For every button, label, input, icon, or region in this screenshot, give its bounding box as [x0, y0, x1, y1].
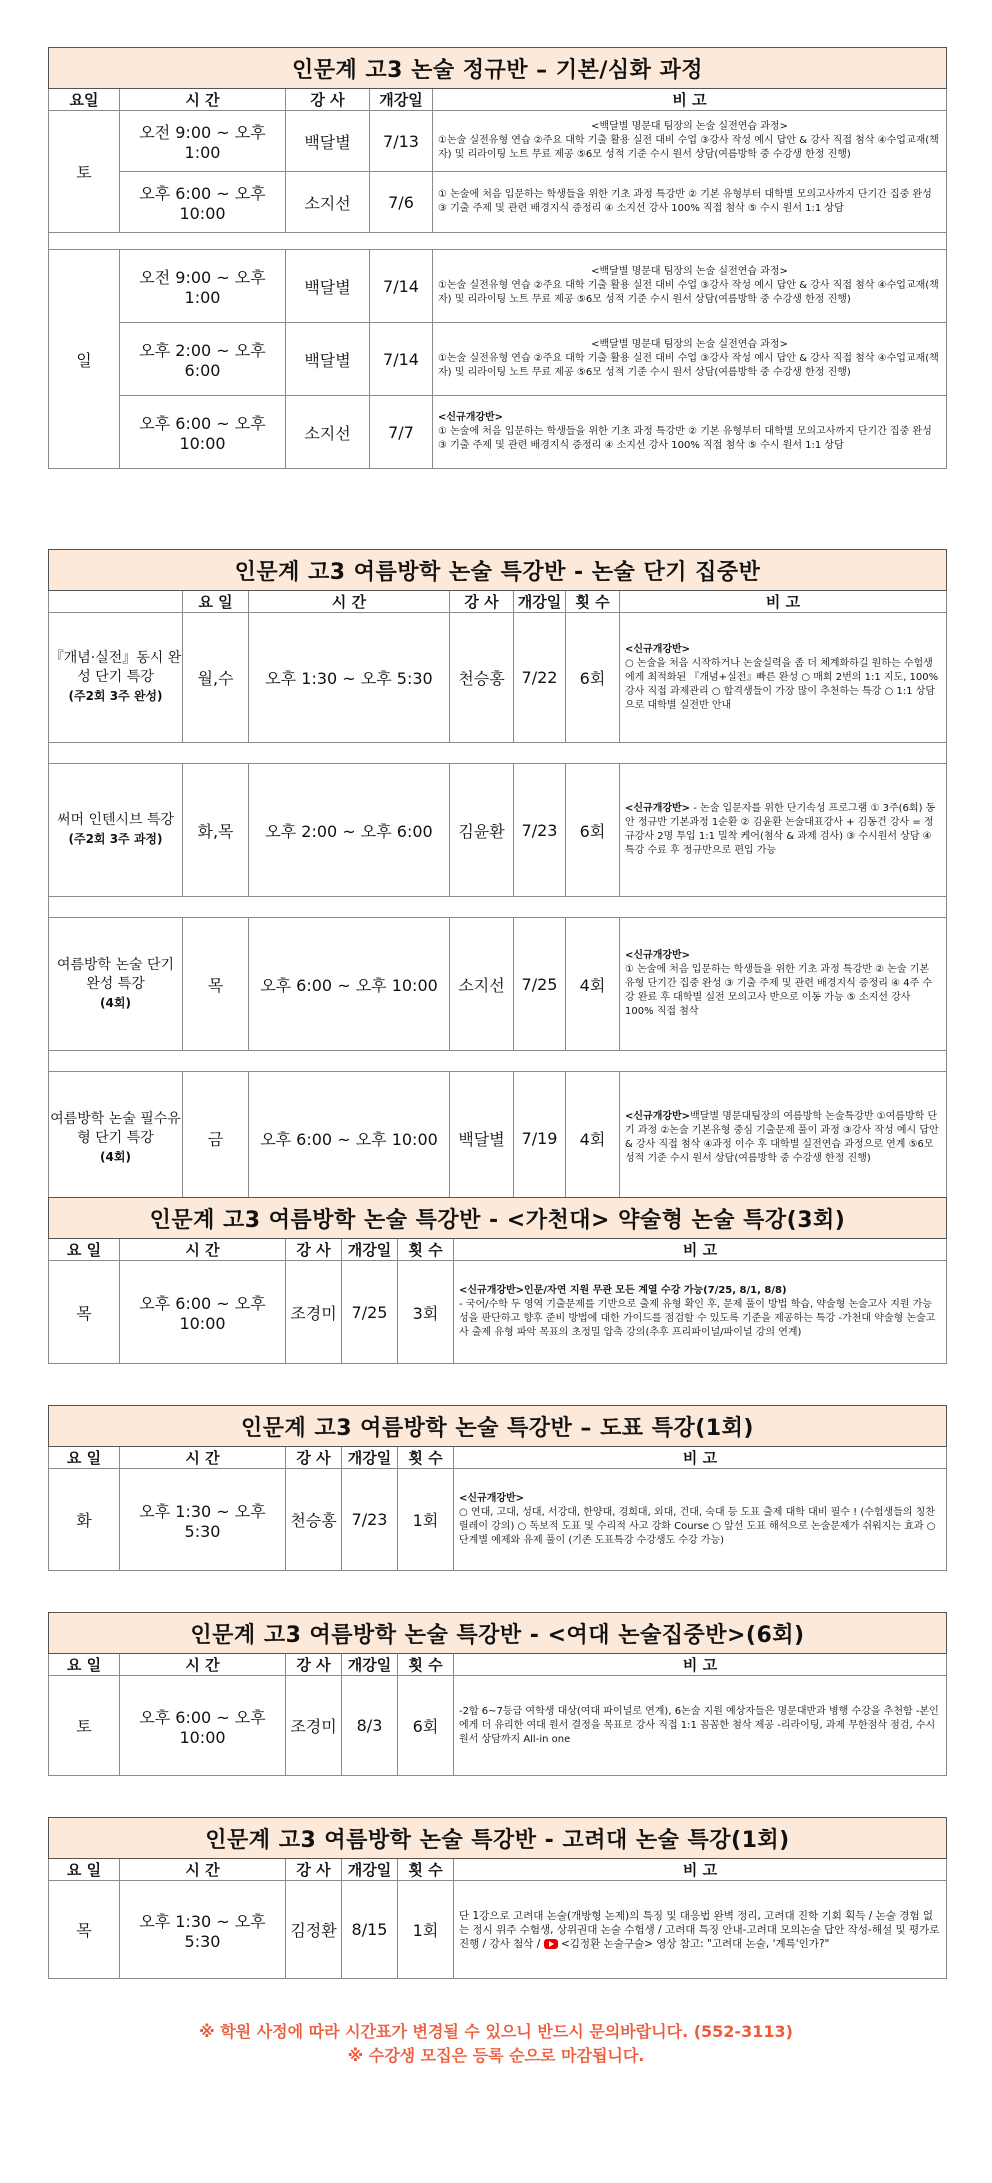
- header-remarks: 비 고: [454, 1859, 947, 1881]
- table-row: [49, 613, 947, 743]
- womens-univ-section: [48, 1612, 947, 1776]
- course-name-cell: [49, 1072, 183, 1205]
- header-count: 횟 수: [398, 1654, 454, 1676]
- course-name: 『개념·실전』동시 완성 단기 특강: [49, 650, 182, 685]
- korea-univ-table: [48, 1817, 947, 1979]
- header-count: 횟 수: [398, 1859, 454, 1881]
- header-time: 시 간: [120, 89, 286, 111]
- teacher-cell: 소지선: [286, 396, 370, 469]
- table-row: [49, 172, 947, 233]
- header-time: 시 간: [120, 1447, 286, 1469]
- womens-univ-table: [48, 1612, 947, 1776]
- start-date-cell: 8/3: [342, 1676, 398, 1776]
- regular-class-section: [48, 47, 947, 469]
- chart-special-section: [48, 1405, 947, 1571]
- remarks-lead: <신규개강반>: [625, 950, 691, 961]
- start-date-cell: 7/14: [370, 250, 433, 323]
- header-remarks: 비 고: [454, 1447, 947, 1469]
- remarks-cell: [620, 1072, 947, 1205]
- teacher-cell: 백달별: [286, 111, 370, 172]
- day-cell: 일: [49, 250, 120, 469]
- start-date-cell: 7/19: [514, 1072, 566, 1205]
- gachon-section: [48, 1197, 947, 1364]
- remarks-subtitle: <백달별 명문대 팀장의 논술 실전연습 과정>: [591, 266, 788, 277]
- time-cell: 오후 1:30 ~ 오후 5:30: [249, 613, 450, 743]
- course-subname: (주2회 3주 과정): [68, 832, 163, 846]
- remarks-cell: [454, 1676, 947, 1776]
- course-name: 여름방학 논술 필수유형 단기 특강: [50, 1110, 181, 1146]
- short-intensive-table: [48, 549, 947, 1205]
- teacher-cell: 김윤환: [450, 764, 514, 897]
- remarks-lead: <신규개강반>: [625, 803, 691, 814]
- header-teacher: 강 사: [286, 1239, 342, 1261]
- section-title: 인문계 고3 여름방학 논술 특강반 - 고려대 논술 특강(1회): [49, 1818, 947, 1859]
- header-remarks: 비 고: [454, 1654, 947, 1676]
- table-row: [49, 1072, 947, 1205]
- count-cell: 3회: [398, 1261, 454, 1364]
- header-remarks: 비 고: [454, 1239, 947, 1261]
- start-date-cell: 7/25: [514, 918, 566, 1051]
- header-start: 개강일: [514, 591, 566, 613]
- time-cell: 오후 6:00 ~ 오후 10:00: [120, 1261, 286, 1364]
- remarks-cell: [433, 172, 947, 233]
- header-start: 개강일: [342, 1239, 398, 1261]
- start-date-cell: 7/13: [370, 111, 433, 172]
- start-date-cell: 7/22: [514, 613, 566, 743]
- header-day: 요 일: [183, 591, 249, 613]
- header-teacher: 강 사: [286, 89, 370, 111]
- count-cell: 1회: [398, 1881, 454, 1979]
- count-cell: 6회: [398, 1676, 454, 1776]
- count-cell: 6회: [566, 613, 620, 743]
- remarks-text: ① 논술에 처음 입문하는 학생들을 위한 기초 과정 특강반 ② 기본 유형부터 대학별 모의고사까지 단기간 집중 완성 ③ 기출 주제 및 관련 배경지식 증정리 ④ 소지선 강사 100% 직접 첨삭 ⑤ 수시 원서 1:1 상담: [438, 189, 932, 214]
- youtube-icon: [544, 1939, 558, 1949]
- remarks-cell: [454, 1261, 947, 1364]
- count-cell: 6회: [566, 764, 620, 897]
- table-row: [49, 764, 947, 897]
- start-date-cell: 7/25: [342, 1261, 398, 1364]
- footer-notice: [0, 2020, 992, 2068]
- header-time: 시 간: [120, 1654, 286, 1676]
- remarks-lead: <신규개강반>: [459, 1492, 525, 1504]
- start-date-cell: 7/23: [342, 1469, 398, 1571]
- time-cell: 오후 1:30 ~ 오후 5:30: [120, 1881, 286, 1979]
- start-date-cell: 7/6: [370, 172, 433, 233]
- day-cell: 목: [49, 1261, 120, 1364]
- remarks-text: -2합 6~7등급 여학생 대상(여대 파이널로 연계), 6논술 지원 예상자들은 명문대반과 병행 수강을 추천함 -본인에게 더 유리한 여대 원서 결정을 목표로 강사 직접 1:1 꼼꼼한 첨삭 제공 -리라이팅, 과제 무한점삭 점검, 수시 원서 상담까지 All-in one: [459, 1705, 939, 1745]
- count-cell: 4회: [566, 918, 620, 1051]
- teacher-cell: 소지선: [450, 918, 514, 1051]
- header-start: 개강일: [342, 1859, 398, 1881]
- header-teacher: 강 사: [286, 1654, 342, 1676]
- header-time: 시 간: [249, 591, 450, 613]
- row-separator: [49, 743, 947, 764]
- remarks-subtitle: <백달별 명문대 팀장의 논술 실전연습 과정>: [591, 339, 788, 350]
- header-day: 요 일: [49, 1239, 120, 1261]
- teacher-cell: 백달별: [286, 323, 370, 396]
- remarks-text: - 논술 입문자를 위한 단기속성 프로그램 ① 3주(6회) 동안 정규반 기본과정 1순환 ② 김윤환 논술대표강사 + 김동건 강사 = 정규강사 2명 투입 1:1 밀착 케어(첨삭 & 과제 검사) ③ 수시원서 상담 ④ 특강 수료 후 정규반으로 편입 가능: [625, 803, 936, 856]
- remarks-text: - 국어/수학 두 영역 기출문제를 기반으로 출제 유형 확인 후, 문제 풀이 방법 학습, 약술형 논술고사 지원 가능성을 판단하고 향후 준비 방법에 대한 가이드를 점검할 수 있도록 기준을 제공하는 특강 -가천대 약술형 논술고사 출제 유형 파악 목표의 초정밀 압축 강의(추후 프리파이널/파이널 강의 연계): [459, 1299, 936, 1338]
- header-teacher: 강 사: [286, 1859, 342, 1881]
- teacher-cell: 소지선: [286, 172, 370, 233]
- korea-univ-section: [48, 1817, 947, 1979]
- day-cell: 목: [49, 1881, 120, 1979]
- teacher-cell: 천승홍: [286, 1469, 342, 1571]
- teacher-cell: 천승홍: [450, 613, 514, 743]
- footer-line-schedule: ※ 학원 사정에 따라 시간표가 변경될 수 있으니 반드시 문의바랍니다. (552-3113): [199, 2022, 793, 2041]
- table-row: [49, 918, 947, 1051]
- header-count: 횟 수: [398, 1447, 454, 1469]
- remarks-cell: [433, 323, 947, 396]
- table-row: [49, 111, 947, 172]
- remarks-text: 단 1강으로 고려대 논술(개방형 논제)의 특징 및 대응법 완벽 정리, 고려대 진학 기회 획득 / 논술 경험 없는 정시 위주 수험생, 상위권대 논술 수험생 / 고려대 특징 안내-고려대 모의논술 답안 작성-해설 및 평가로 진행 / 강사 첨삭 /: [459, 1909, 940, 1950]
- header-count: 횟 수: [398, 1239, 454, 1261]
- remarks-text: ○ 논술을 처음 시작하거나 논술실력을 좀 더 체계화하길 원하는 수험생에게 최적화된 『개념+실전』빠른 완성 ○ 매회 2번의 1:1 지도, 100% 강사 직접 과제관리 ○ 합격생들이 가장 많이 추천하는 특강 ○ 1:1 상담으로 대학별 실전반 안내: [625, 657, 939, 711]
- header-start: 개강일: [370, 89, 433, 111]
- header-remarks: 비 고: [433, 89, 947, 111]
- section-title: 인문계 고3 여름방학 논술 특강반 - 논술 단기 집중반: [49, 550, 947, 591]
- remarks-cell: [454, 1469, 947, 1571]
- course-subname: (4회): [100, 1149, 131, 1164]
- section-title: 인문계 고3 여름방학 논술 특강반 - <여대 논술집중반>(6회): [49, 1613, 947, 1654]
- course-name: 써머 인텐시브 특강: [56, 812, 175, 828]
- section-title: 인문계 고3 여름방학 논술 특강반 – 도표 특강(1회): [49, 1406, 947, 1447]
- course-name-cell: [49, 764, 183, 897]
- table-row: [49, 1881, 947, 1979]
- section-title: 인문계 고3 여름방학 논술 특강반 - <가천대> 약술형 논술 특강(3회): [49, 1198, 947, 1239]
- day-cell: 화: [49, 1469, 120, 1571]
- remarks-text: 백달별 명문대팀장의 여름방학 논술특강반 ①여름방학 단기 과정 ②논술 기본유형 중심 기출문제 풀이 과정 ③강사 작성 예시 답안 & 강사 직접 첨삭 ④과정 이수 후 대학별 실전연습 과정으로 연계 ⑤6모 성적 기준 수시 원서 상담(여름방학 중 수강생 한정 진행): [625, 1111, 939, 1164]
- table-row: [49, 1676, 947, 1776]
- time-cell: 오후 2:00 ~ 오후 6:00: [249, 764, 450, 897]
- time-cell: 오후 1:30 ~ 오후 5:30: [120, 1469, 286, 1571]
- remarks-cell: [454, 1881, 947, 1979]
- header-day: 요 일: [49, 1654, 120, 1676]
- teacher-cell: 조경미: [286, 1676, 342, 1776]
- remarks-cell: [620, 613, 947, 743]
- remarks-cell: [433, 396, 947, 469]
- course-subname: (4회): [100, 995, 131, 1010]
- teacher-cell: 조경미: [286, 1261, 342, 1364]
- gachon-table: [48, 1197, 947, 1364]
- teacher-cell: 김정환: [286, 1881, 342, 1979]
- remarks-lead: <신규개강반>: [438, 412, 504, 423]
- remarks-text: ① 논술에 처음 입문하는 학생들을 위한 기초 과정 특강반 ② 기본 유형부터 대학별 모의고사까지 단기간 집중 완성 ③ 기출 주제 및 관련 배경지식 증정리 ④ 소지선 강사 100% 직접 첨삭 ⑤ 수시 원서 1:1 상담: [438, 426, 932, 451]
- header-start: 개강일: [342, 1654, 398, 1676]
- short-intensive-section: [48, 549, 947, 1205]
- remarks-cell: [433, 111, 947, 172]
- day-cell: 토: [49, 1676, 120, 1776]
- start-date-cell: 7/7: [370, 396, 433, 469]
- footer-line-enrollment: ※ 수강생 모집은 등록 순으로 마감됩니다.: [347, 2046, 645, 2065]
- table-row: [49, 1261, 947, 1364]
- day-cell: 월,수: [183, 613, 249, 743]
- header-time: 시 간: [120, 1859, 286, 1881]
- remarks-lead: <신규개강반>인문/자연 지원 무관 모든 계열 수강 가능(7/25, 8/1, 8/8): [459, 1285, 787, 1296]
- time-cell: 오후 6:00 ~ 오후 10:00: [120, 1676, 286, 1776]
- remarks-cell: [433, 250, 947, 323]
- day-cell: 금: [183, 1072, 249, 1205]
- table-row: [49, 323, 947, 396]
- remarks-text: ①논술 실전유형 연습 ②주요 대학 기출 활용 실전 대비 수업 ③강사 작성 예시 답안 & 강사 직접 첨삭 ④수업교재(책자) 및 리라이팅 노트 무료 제공 ⑤6모 성적 기준 수시 원서 상담(여름방학 중 수강생 한정 진행): [438, 353, 939, 378]
- count-cell: 1회: [398, 1469, 454, 1571]
- remarks-lead: <신규개강반>: [625, 1111, 691, 1122]
- row-separator: [49, 1051, 947, 1072]
- time-cell: 오후 2:00 ~ 오후 6:00: [120, 323, 286, 396]
- remarks-text: ①논술 실전유형 연습 ②주요 대학 기출 활용 실전 대비 수업 ③강사 작성 예시 답안 & 강사 직접 첨삭 ④수업교재(책자) 및 리라이팅 노트 무료 제공 ⑤6모 성적 기준 수시 원서 상담(여름방학 중 수강생 한정 진행): [438, 280, 939, 305]
- table-row: [49, 250, 947, 323]
- header-remarks: 비 고: [620, 591, 947, 613]
- header-start: 개강일: [342, 1447, 398, 1469]
- course-subname: (주2회 3주 완성): [68, 689, 163, 703]
- header-count: 횟 수: [566, 591, 620, 613]
- time-cell: 오후 6:00 ~ 오후 10:00: [249, 1072, 450, 1205]
- time-cell: 오전 9:00 ~ 오후 1:00: [120, 111, 286, 172]
- table-row: [49, 396, 947, 469]
- remarks-subtitle: <백달별 명문대 팀장의 논술 실전연습 과정>: [591, 121, 788, 132]
- remarks-cell: [620, 918, 947, 1051]
- remarks-cell: [620, 764, 947, 897]
- time-cell: 오후 6:00 ~ 오후 10:00: [120, 396, 286, 469]
- course-name: 여름방학 논술 단기 완성 특강: [56, 956, 175, 992]
- section-title: 인문계 고3 논술 정규반 – 기본/심화 과정: [49, 48, 947, 89]
- course-name-cell: [49, 918, 183, 1051]
- teacher-cell: 백달별: [450, 1072, 514, 1205]
- start-date-cell: 8/15: [342, 1881, 398, 1979]
- header-day: 요 일: [49, 1447, 120, 1469]
- time-cell: 오후 6:00 ~ 오후 10:00: [120, 172, 286, 233]
- time-cell: 오전 9:00 ~ 오후 1:00: [120, 250, 286, 323]
- header-teacher: 강 사: [450, 591, 514, 613]
- remarks-text: ① 논술에 처음 입문하는 학생들을 위한 기초 과정 특강반 ② 논술 기본 유형 단기간 집중 완성 ③ 기출 주제 및 관련 배경지식 증정리 ④ 4주 수강 완료 후 대학별 실전 모의고사 반으로 이동 가능 ⑤ 소지선 강사 100% 직접 첨삭: [625, 964, 933, 1017]
- chart-special-table: [48, 1405, 947, 1571]
- remarks-lead: <신규개강반>: [625, 643, 691, 655]
- start-date-cell: 7/23: [514, 764, 566, 897]
- header-day: 요 일: [49, 1859, 120, 1881]
- row-separator: [49, 233, 947, 250]
- course-name-cell: [49, 613, 183, 743]
- day-cell: 목: [183, 918, 249, 1051]
- remarks-text: ○ 연대, 고대, 성대, 서강대, 한양대, 경희대, 외대, 건대, 숙대 등 도표 출제 대학 대비 필수 ! (수험생들의 칭찬 릴레이 강의) ○ 독보적 도표 및 수리적 사고 강화 Course ○ 앞선 도표 해석으로 논술문제가 쉬워지는 효과 ○ 단계별 예제와 유제 풀이 (기존 도표특강 수강생도 수강 가능): [459, 1506, 936, 1546]
- count-cell: 4회: [566, 1072, 620, 1205]
- remarks-text: ①논술 실전유형 연습 ②주요 대학 기출 활용 실전 대비 수업 ③강사 작성 예시 답안 & 강사 직접 첨삭 ④수업교재(책자) 및 리라이팅 노트 무료 제공 ⑤6모 성적 기준 수시 원서 상담(여름방학 중 수강생 한정 진행): [438, 135, 939, 160]
- regular-class-table: [48, 47, 947, 469]
- table-row: [49, 1469, 947, 1571]
- teacher-cell: 백달별: [286, 250, 370, 323]
- start-date-cell: 7/14: [370, 323, 433, 396]
- remarks-video-ref: <김정환 논술구술> 영상 참고: "고려대 논술, '계륵'인가?": [560, 1937, 830, 1950]
- header-time: 시 간: [120, 1239, 286, 1261]
- row-separator: [49, 897, 947, 918]
- header-teacher: 강 사: [286, 1447, 342, 1469]
- day-cell: 화,목: [183, 764, 249, 897]
- day-cell: 토: [49, 111, 120, 233]
- time-cell: 오후 6:00 ~ 오후 10:00: [249, 918, 450, 1051]
- header-day: 요일: [49, 89, 120, 111]
